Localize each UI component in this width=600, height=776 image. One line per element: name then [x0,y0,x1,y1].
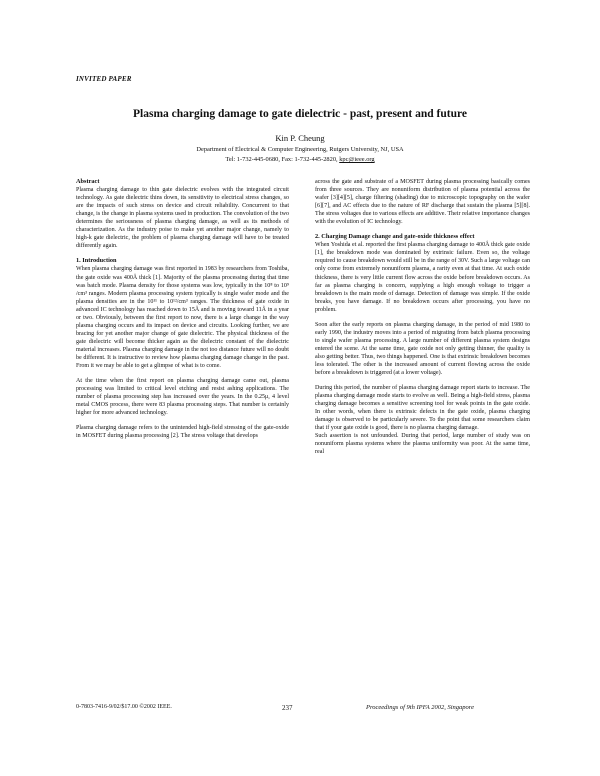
section-2-paragraph-3: During this period, the number of plasma charging damage report starts to increase. The plasma charging damage mode starts to evolve as well. Being a high-field stress, plasma charging damage becomes a sensitive screening tool for weak points in the gate oxide. In other words, when there is extrinsic defects in the gate oxide, plasma charging damage is observed to be particularly severe. To the point that some researchers claim that if your gate oxide is good, there is no plasma charging damage. [315,385,530,432]
section-2-paragraph-2: Soon after the early reports on plasma charging damage, in the period of mid 1980 to early 1990, the industry moves into a period of migrating from batch plasma processing to single wafer plasma processing. A large number of different plasma system designs entered the scene. At the same time, gate oxide not only getting thinner, the quality is also getting better. Thus, two things happened. One is that extrinsic breakdown becomes less tolerated. The other is the increased amount of current flowing across the oxide before a breakdown is triggered (at a lower voltage). [315,321,530,377]
abstract-heading: Abstract [76,178,100,185]
abstract-text: Plasma charging damage to thin gate dielectric evolves with the integrated circuit technology. As gate dielectric thins down, its sensitivity to electrical stress changes, so are the impacts of such stress on device and circuit reliability. Concurrent to that change, is the change in plasma systems used in production. The convolution of the two determines the seriousness of plasma charging damage, as well as its methods of characterization. As the industry poise to make yet another major change, namely to high-k gate dielectric, the problem of plasma charging damage will have to be treated differently again. [76,187,289,250]
right-paragraph-1: across the gate and substrate of a MOSFET during plasma processing basically comes from three sources. They are nonuniform distribution of plasma potential across the wafer [3][4][5], charge filtering (shading) due to microscopic topography on the wafer [6][7], and AC effects due to the nature of RF discharge that sustain the plasma [5][8]. The stress voltages due to various effects are additive. Their relative importance changes with the evolution of IC technology. [315,179,530,226]
author-contact [0,156,600,163]
section-2-paragraph-4: Such assertion is not unfounded. During that period, large number of study was on nonuniform plasma systems where the plasma uniformity was poor. At the same time, real [315,433,530,456]
author-affiliation: Department of Electrical & Computer Engineering, Rutgers University, NJ, USA [196,146,404,153]
author-email-link[interactable]: kpc@ieee.org [339,156,375,163]
contact-phone-fax: Tel: 1-732-445-0680, Fax: 1-732-445-2820, [225,156,340,163]
copyright-notice: 0-7803-7416-9/02/$17.00 ©2002 IEEE. [76,704,172,710]
paper-type-label: INVITED PAPER [76,75,132,83]
introduction-paragraph-2: At the time when the first report on plasma charging damage came out, plasma processing was limited to critical level etching and resist ashing applications. The number of plasma processing step has increased over the years. In the 0.25μ, 4 level metal CMOS process, there were 83 plasma processing steps. That number is certainly higher for more advanced technology. [76,378,289,417]
paper-title: Plasma charging damage to gate dielectric - past, present and future [133,108,467,120]
introduction-paragraph-1: When plasma charging damage was first reported in 1983 by researchers from Toshiba, the gate oxide was 400Å thick [1]. Majority of the plasma processing during that time was batch mode. Plasma density for those systems was low, typically in the 10⁸ to 10⁹ /cm³ ranges. Modern plasma processing system typically is single wafer mode and the plasma densities are in the 10¹¹ to 10¹²/cm³ ranges. The thickness of gate oxide in advanced IC technology has reached down to 15Å and is moving toward 11Å in a year or two. Obviously, between the first report to now, there is a large change in the way plasma charging occurs and its impact on device and circuits. Looking further, we are bracing for yet another major change of gate dielectric. The physical thickness of the gate dielectric will become thicker again as the dielectric constant of the dielectric material increases. Plasma charging damage in the not too distance future will no doubt be different. It is instructive to review how plasma charging damage change in the past. From it we may be able to get a glimpse of what is to come. [76,266,289,370]
section-2-paragraph-1: When Yoshida et al. reported the first plasma charging damage to 400Å thick gate oxide [1], the breakdown mode was dominated by extrinsic failure. Even so, the voltage required to cause breakdown would still be in the range of 30V. Such a large voltage can only come from extremely nonuniform plasma, a rarity even at that time. At such oxide thickness, there is very little current flow across the oxide before breakdown occurs. As far as plasma charging is concern, supplying a high enough voltage to trigger a breakdown is the main mode of damage. Detection of damage was simple. If the oxide breaks, you have damage. If no breakdown occurs after processing, you have no problem. [315,242,530,313]
page-number: 237 [282,704,293,712]
proceedings-citation: Proceedings of 9th IPFA 2002, Singapore [366,704,474,711]
introduction-heading: 1. Introduction [76,257,117,265]
left-column [76,178,289,447]
introduction-paragraph-3: Plasma charging damage refers to the unintended high-field stressing of the gate-oxide in MOSFET during plasma processing [2]. The stress voltage that develops [76,425,289,440]
author-name: Kin P. Cheung [275,133,325,143]
section-2-heading: 2. Charging Damage change and gate-oxide thickness effect [315,233,475,241]
right-column [315,178,530,464]
